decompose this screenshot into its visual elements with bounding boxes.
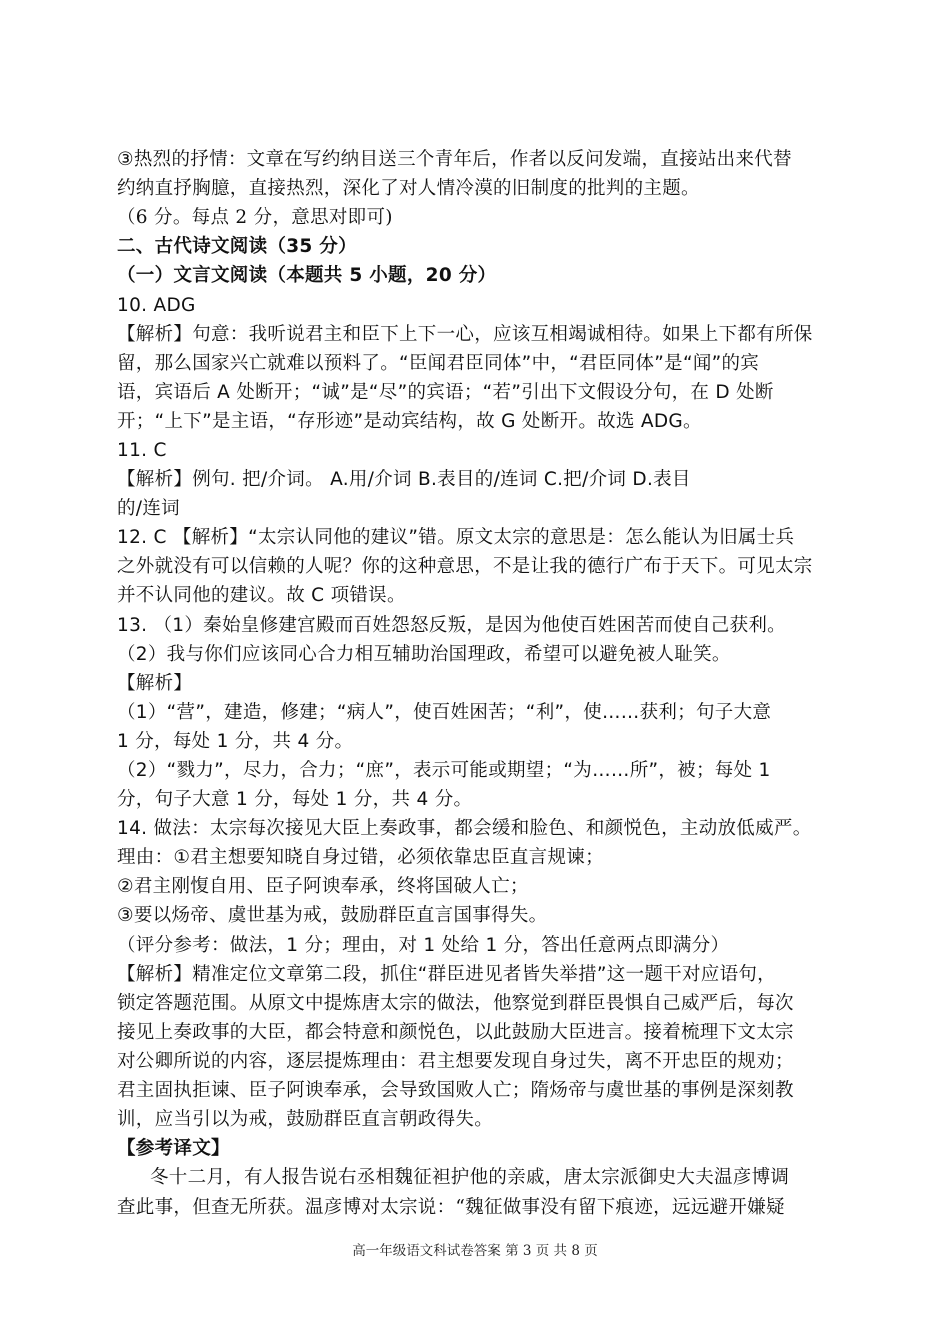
analysis-line: 【解析】精准定位文章第二段，抓住“群臣进见者皆失举措”这一题干对应语句， bbox=[117, 964, 776, 985]
analysis-line: 【解析】例句. 把/介词。 A.用/介词 B.表目的/连词 C.把/介词 D.表目 bbox=[117, 469, 691, 490]
analysis-line: 并不认同他的建议。故 C 项错误。 bbox=[117, 585, 406, 606]
answer-line: （2）我与你们应该同心合力相互辅助治国理政，希望可以避免被人耻笑。 bbox=[117, 644, 731, 665]
analysis-line: 君主固执拒谏、臣子阿谀奉承，会导致国败人亡；隋炀帝与虞世基的事例是深刻教 bbox=[117, 1080, 794, 1101]
scoring-note: （6 分。每点 2 分，意思对即可) bbox=[117, 207, 393, 228]
question-answer: 14. 做法：太宗每次接见大臣上奏政事，都会缓和脸色、和颜悦色，主动放低威严。 bbox=[117, 818, 812, 839]
section-heading: 二、古代诗文阅读（35 分） bbox=[117, 236, 357, 257]
question-answer: 13. （1）秦始皇修建宫殿而百姓怨怒反叛，是因为他使百姓困苦而使自己获利。 bbox=[117, 615, 786, 636]
analysis-line: 的/连词 bbox=[117, 498, 180, 519]
subsection-heading: （一）文言文阅读（本题共 5 小题，20 分） bbox=[117, 265, 497, 286]
analysis-line: 1 分，每处 1 分，共 4 分。 bbox=[117, 731, 354, 752]
analysis-line: 对公卿所说的内容，逐层提炼理由：君主想要发现自身过失，离不开忠臣的规劝； bbox=[117, 1051, 794, 1072]
analysis-line: 语，宾语后 A 处断开；“诚”是“尽”的宾语；“若”引出下文假设分句，在 D 处断 bbox=[117, 382, 774, 403]
answer-line: ③要以炀帝、虞世基为戒，鼓励群臣直言国事得失。 bbox=[117, 905, 548, 926]
question-answer: 10. ADG bbox=[117, 295, 196, 316]
question-answer: 11. C bbox=[117, 440, 167, 461]
page-footer: 高一年级语文科试卷答案 第 3 页 共 8 页 bbox=[352, 1243, 598, 1259]
analysis-line: （1）“营”，建造，修建；“病人”，使百姓困苦；“利”，使……获利；句子大意 bbox=[117, 702, 772, 723]
analysis-line: 【解析】句意：我听说君主和臣下上下一心，应该互相竭诚相待。如果上下都有所保 bbox=[117, 324, 813, 345]
scoring-note: （评分参考：做法，1 分；理由，对 1 处给 1 分，答出任意两点即满分） bbox=[117, 935, 730, 956]
answer-line: 约纳直抒胸臆，直接热烈，深化了对人情冷漠的旧制度的批判的主题。 bbox=[117, 178, 700, 199]
analysis-line: 分，句子大意 1 分，每处 1 分，共 4 分。 bbox=[117, 789, 473, 810]
analysis-line: 留，那么国家兴亡就难以预料了。“臣闻君臣同体”中，“君臣同体”是“闻”的宾 bbox=[117, 353, 760, 374]
analysis-line: （2）“戮力”，尽力，合力；“庶”，表示可能或期望；“为……所”，被；每处 1 bbox=[117, 760, 771, 781]
analysis-line: 锁定答题范围。从原文中提炼唐太宗的做法，他察觉到群臣畏惧自己威严后，每次 bbox=[117, 993, 794, 1014]
analysis-line: 开；“上下”是主语，“存形迹”是动宾结构，故 G 处断开。故选 ADG。 bbox=[117, 411, 702, 432]
answer-line: ③热烈的抒情：文章在写约纳目送三个青年后，作者以反问发端，直接站出来代替 bbox=[117, 149, 792, 170]
analysis-line: 训，应当引以为戒，鼓励群臣直言朝政得失。 bbox=[117, 1109, 494, 1130]
translation-line: 查此事，但查无所获。温彦博对太宗说：“魏征做事没有留下痕迹，远远避开嫌疑 bbox=[117, 1197, 785, 1218]
analysis-heading: 【解析】 bbox=[117, 673, 193, 694]
analysis-line: 接见上奏政事的大臣，都会特意和颜悦色，以此鼓励大臣进言。接着梳理下文太宗 bbox=[117, 1022, 794, 1043]
answer-line: 理由：①君主想要知晓自身过错，必须依靠忠臣直言规谏； bbox=[117, 847, 604, 868]
translation-line: 冬十二月，有人报告说右丞相魏征袒护他的亲戚，唐太宗派御史大夫温彦博调 bbox=[150, 1167, 790, 1188]
answer-line: ②君主刚愎自用、臣子阿谀奉承，终将国破人亡； bbox=[117, 876, 529, 897]
translation-heading: 【参考译文】 bbox=[117, 1138, 230, 1159]
analysis-line: 之外就没有可以信赖的人呢？你的这种意思，不是让我的德行广布于天下。可见太宗 bbox=[117, 556, 813, 577]
question-answer: 12. C 【解析】“太宗认同他的建议”错。原文太宗的意思是：怎么能认为旧属士兵 bbox=[117, 527, 795, 548]
